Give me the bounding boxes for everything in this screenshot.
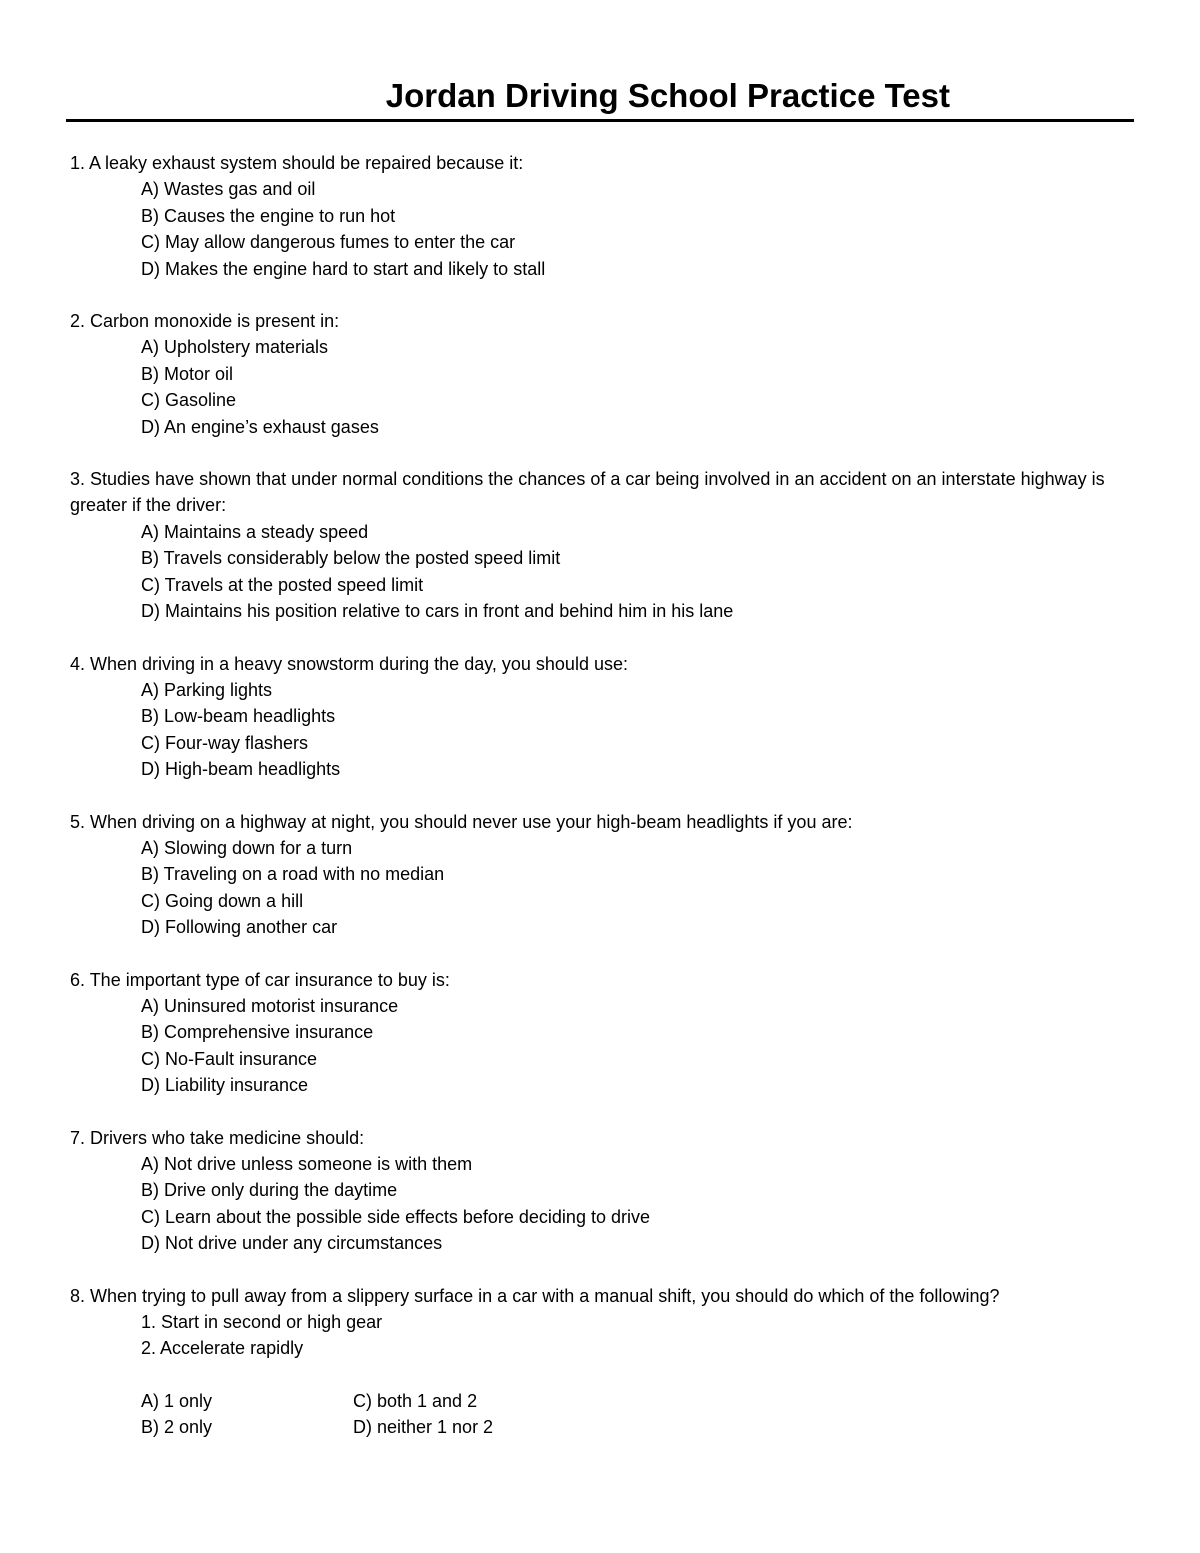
option-d: D) Maintains his position relative to cars in front and behind him in his lane — [141, 601, 734, 622]
title-rule — [66, 119, 1134, 122]
answer-grid — [141, 1388, 1132, 1441]
option-c: C) Going down a hill — [141, 890, 304, 911]
option-c: C) Learn about the possible side effects before deciding to drive — [141, 1206, 650, 1227]
option-a: A) Parking lights — [141, 679, 273, 700]
question-2 — [70, 308, 1132, 440]
option-c: C) Four-way flashers — [141, 732, 309, 753]
question-list — [70, 150, 1132, 1467]
question-3 — [70, 466, 1132, 624]
option-c: C) May allow dangerous fumes to enter the car — [141, 232, 516, 253]
option-d: D) neither 1 nor 2 — [353, 1417, 494, 1438]
option-c: C) Travels at the posted speed limit — [141, 574, 424, 595]
option-d: D) High-beam headlights — [141, 759, 341, 780]
option-b: B) 2 only — [141, 1417, 213, 1438]
option-c: C) Gasoline — [141, 390, 237, 411]
question-text: 1. A leaky exhaust system should be repaired because it: — [70, 153, 524, 173]
option-d: D) Following another car — [141, 917, 338, 938]
option-a: A) Maintains a steady speed — [141, 521, 369, 542]
question-text: 4. When driving in a heavy snowstorm during the day, you should use: — [70, 653, 628, 674]
option-b: B) Travels considerably below the posted speed limit — [141, 548, 561, 569]
question-4 — [70, 651, 1132, 783]
option-b: B) Comprehensive insurance — [141, 1022, 374, 1043]
option-a: A) 1 only — [141, 1390, 213, 1411]
statement-2: 2. Accelerate rapidly — [141, 1338, 304, 1359]
question-5 — [70, 809, 1132, 941]
question-text: 6. The important type of car insurance to buy is: — [70, 969, 450, 990]
option-d: D) Liability insurance — [141, 1075, 309, 1096]
question-text: 7. Drivers who take medicine should: — [70, 1127, 365, 1148]
option-a: A) Uninsured motorist insurance — [141, 995, 399, 1016]
question-text: 2. Carbon monoxide is present in: — [70, 311, 340, 332]
question-text: 5. When driving on a highway at night, you should never use your high-beam headlights if you are: — [70, 811, 853, 832]
question-8 — [70, 1283, 1132, 1441]
option-b: B) Low-beam headlights — [141, 706, 336, 727]
option-d: D) An engine’s exhaust gases — [141, 416, 379, 437]
option-a: A) Wastes gas and oil — [141, 179, 316, 200]
option-b: B) Traveling on a road with no median — [141, 864, 445, 885]
question-text: 3. Studies have shown that under normal conditions the chances of a car being involved in an accident on an interstate highway is greater if the driver: — [70, 469, 1105, 516]
option-a: A) Not drive unless someone is with them — [141, 1154, 473, 1174]
question-6 — [70, 967, 1132, 1099]
question-7 — [70, 1125, 1132, 1257]
option-b: B) Drive only during the daytime — [141, 1180, 398, 1201]
page-title: Jordan Driving School Practice Test — [385, 77, 950, 114]
statement-1: 1. Start in second or high gear — [141, 1312, 383, 1333]
question-text: 8. When trying to pull away from a slippery surface in a car with a manual shift, you should do which of the following? — [70, 1285, 1000, 1306]
option-a: A) Slowing down for a turn — [141, 837, 353, 858]
option-d: D) Makes the engine hard to start and likely to stall — [141, 258, 546, 279]
option-c: C) No-Fault insurance — [141, 1048, 318, 1069]
option-b: B) Causes the engine to run hot — [141, 205, 396, 226]
option-d: D) Not drive under any circumstances — [141, 1233, 443, 1254]
option-c: C) both 1 and 2 — [353, 1390, 478, 1411]
question-1 — [70, 150, 1132, 282]
option-a: A) Upholstery materials — [141, 337, 329, 358]
option-b: B) Motor oil — [141, 363, 234, 384]
